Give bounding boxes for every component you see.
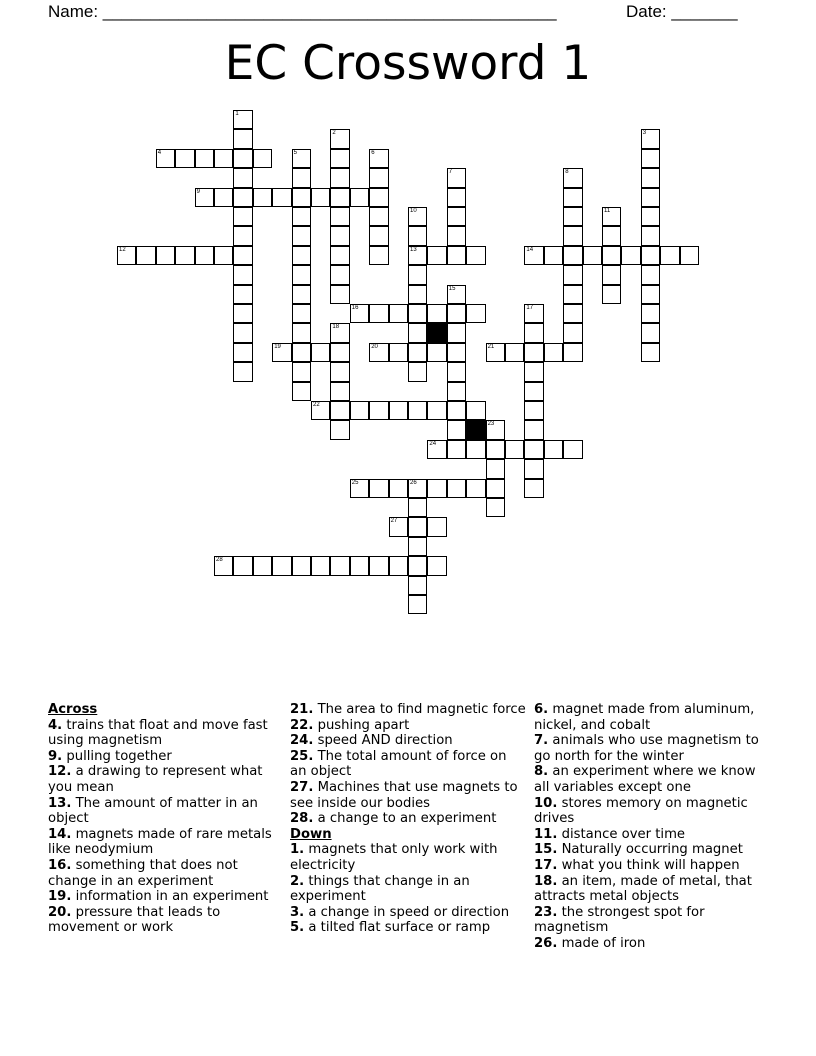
grid-cell[interactable] <box>389 479 408 498</box>
grid-cell[interactable] <box>233 246 252 265</box>
grid-cell[interactable] <box>466 401 485 420</box>
clue-item: 14. magnets made of rare metals like neodymium <box>48 826 272 858</box>
grid-cell[interactable] <box>292 168 311 187</box>
clue-item: 7. animals who use magnetism to go north for the winter <box>534 733 759 764</box>
grid-cell[interactable] <box>369 188 388 207</box>
grid-cell[interactable] <box>641 149 660 168</box>
grid-cell[interactable] <box>466 440 485 459</box>
grid-cell[interactable] <box>233 188 252 207</box>
grid-cell[interactable] <box>427 401 446 420</box>
grid-cell[interactable] <box>195 246 214 265</box>
grid-cell[interactable] <box>350 188 369 207</box>
grid-cell[interactable] <box>311 401 330 420</box>
grid-cell[interactable] <box>447 440 466 459</box>
clue-number: 24. <box>290 733 314 749</box>
grid-cell[interactable] <box>292 265 311 284</box>
clue-number: 17. <box>534 857 558 873</box>
grid-cell[interactable] <box>486 420 505 439</box>
cell-number: 13 <box>410 246 417 253</box>
grid-cell[interactable] <box>447 285 466 304</box>
black-cell <box>466 420 485 439</box>
grid-cell[interactable] <box>641 188 660 207</box>
clue-number: 20. <box>48 904 72 920</box>
grid-cell[interactable] <box>408 226 427 245</box>
grid-cell[interactable] <box>408 498 427 517</box>
clue-number: 14. <box>48 826 72 842</box>
grid-cell[interactable] <box>156 246 175 265</box>
grid-cell[interactable] <box>330 343 349 362</box>
grid-cell[interactable] <box>389 304 408 323</box>
grid-cell[interactable] <box>330 285 349 304</box>
clue-item: 23. the strongest spot for magnetism <box>534 904 705 936</box>
clue-item: 4. trains that float and move fast using magnetism <box>48 717 268 749</box>
grid-cell[interactable] <box>292 207 311 226</box>
clue-number: 10. <box>534 795 558 811</box>
cell-number: 8 <box>565 169 569 176</box>
grid-cell[interactable] <box>408 595 427 614</box>
grid-cell[interactable] <box>292 188 311 207</box>
grid-cell[interactable] <box>427 556 446 575</box>
grid-cell[interactable] <box>292 246 311 265</box>
grid-cell[interactable] <box>233 304 252 323</box>
grid-cell[interactable] <box>330 323 349 342</box>
grid-cell[interactable] <box>233 129 252 148</box>
across-heading: Across <box>48 702 98 717</box>
cell-number: 9 <box>196 188 200 195</box>
clue-number: 12. <box>48 764 72 780</box>
cell-number: 25 <box>351 479 359 486</box>
cell-number: 14 <box>526 246 534 253</box>
grid-cell[interactable] <box>563 304 582 323</box>
grid-cell[interactable] <box>524 343 543 362</box>
clue-item: 22. pushing apart <box>290 717 410 733</box>
grid-cell[interactable] <box>524 382 543 401</box>
clue-number: 4. <box>48 717 63 733</box>
grid-cell[interactable] <box>253 556 272 575</box>
clue-number: 22. <box>290 717 314 733</box>
clue-item: 6. magnet made from aluminum, nickel, and cobalt <box>534 702 755 733</box>
grid-cell[interactable] <box>233 265 252 284</box>
cell-number: 19 <box>274 343 281 350</box>
cell-number: 24 <box>429 440 437 447</box>
grid-cell[interactable] <box>641 246 660 265</box>
grid-cell[interactable] <box>602 226 621 245</box>
grid-cell[interactable] <box>292 304 311 323</box>
clue-item: 24. speed AND direction <box>290 733 453 749</box>
grid-cell[interactable] <box>330 168 349 187</box>
grid-cell[interactable] <box>214 149 233 168</box>
grid-cell[interactable] <box>350 401 369 420</box>
grid-cell[interactable] <box>408 207 427 226</box>
grid-cell[interactable] <box>544 343 563 362</box>
grid-cell[interactable] <box>369 401 388 420</box>
cell-number: 15 <box>448 285 456 292</box>
clue-item: 15. Naturally occurring magnet <box>534 842 743 858</box>
grid-cell[interactable] <box>602 265 621 284</box>
grid-cell[interactable] <box>641 265 660 284</box>
grid-cell[interactable] <box>447 420 466 439</box>
grid-cell[interactable] <box>466 479 485 498</box>
grid-cell[interactable] <box>524 362 543 381</box>
grid-cell[interactable] <box>641 323 660 342</box>
grid-cell[interactable] <box>447 168 466 187</box>
name-field[interactable]: Name: ________________________________________________ <box>48 2 557 21</box>
grid-cell[interactable] <box>447 343 466 362</box>
grid-cell[interactable] <box>408 362 427 381</box>
grid-cell[interactable] <box>330 207 349 226</box>
grid-cell[interactable] <box>117 246 136 265</box>
grid-cell[interactable] <box>641 207 660 226</box>
grid-cell[interactable] <box>195 149 214 168</box>
grid-cell[interactable] <box>292 362 311 381</box>
grid-cell[interactable] <box>563 168 582 187</box>
grid-cell[interactable] <box>641 285 660 304</box>
grid-cell[interactable] <box>563 188 582 207</box>
grid-cell[interactable] <box>408 556 427 575</box>
grid-cell[interactable] <box>408 304 427 323</box>
grid-cell[interactable] <box>621 246 640 265</box>
grid-cell[interactable] <box>292 285 311 304</box>
clue-number: 9. <box>48 748 63 764</box>
grid-cell[interactable] <box>330 149 349 168</box>
grid-cell[interactable] <box>369 556 388 575</box>
cell-number: 1 <box>235 111 239 117</box>
grid-cell[interactable] <box>447 479 466 498</box>
grid-cell[interactable] <box>563 323 582 342</box>
clue-number: 7. <box>534 733 549 749</box>
grid-cell[interactable] <box>408 479 427 498</box>
clue-number: 18. <box>534 873 558 889</box>
grid-cell[interactable] <box>175 149 194 168</box>
grid-cell[interactable] <box>447 362 466 381</box>
clue-item: 5. a tilted flat surface or ramp <box>290 920 491 936</box>
grid-cell[interactable] <box>369 246 388 265</box>
grid-cell[interactable] <box>486 479 505 498</box>
grid-cell[interactable] <box>447 188 466 207</box>
grid-cell[interactable] <box>641 304 660 323</box>
grid-cell[interactable] <box>524 323 543 342</box>
grid-cell[interactable] <box>505 440 524 459</box>
grid-cell[interactable] <box>253 149 272 168</box>
grid-cell[interactable] <box>389 556 408 575</box>
grid-cell[interactable] <box>466 246 485 265</box>
grid-cell[interactable] <box>563 265 582 284</box>
grid-cell[interactable] <box>447 304 466 323</box>
clue-item: 13. The amount of matter in an object <box>48 795 258 827</box>
grid-cell[interactable] <box>292 149 311 168</box>
grid-cell[interactable] <box>330 556 349 575</box>
grid-cell[interactable] <box>641 343 660 362</box>
grid-cell[interactable] <box>233 110 252 129</box>
grid-cell[interactable] <box>408 517 427 536</box>
grid-cell[interactable] <box>427 304 446 323</box>
grid-cell[interactable] <box>292 323 311 342</box>
grid-cell[interactable] <box>447 226 466 245</box>
grid-cell[interactable] <box>524 440 543 459</box>
clue-item: 12. a drawing to represent what you mean <box>48 764 263 795</box>
grid-cell[interactable] <box>350 479 369 498</box>
clue-number: 13. <box>48 795 72 811</box>
grid-cell[interactable] <box>427 246 446 265</box>
cell-number: 12 <box>119 246 126 253</box>
grid-cell[interactable] <box>311 188 330 207</box>
cell-number: 27 <box>390 518 398 525</box>
grid-cell[interactable] <box>447 382 466 401</box>
crossword-grid <box>117 110 699 615</box>
grid-cell[interactable] <box>563 246 582 265</box>
grid-cell[interactable] <box>602 207 621 226</box>
clue-item: 26. made of iron <box>534 935 646 951</box>
grid-cell[interactable] <box>486 440 505 459</box>
grid-cell[interactable] <box>408 576 427 595</box>
grid-cell[interactable] <box>563 226 582 245</box>
grid-cell[interactable] <box>408 323 427 342</box>
grid-cell[interactable] <box>427 517 446 536</box>
clue-item: 10. stores memory on magnetic drives <box>534 795 748 827</box>
grid-cell[interactable] <box>602 285 621 304</box>
clues-column-2 <box>290 702 526 936</box>
clue-number: 15. <box>534 842 558 858</box>
grid-cell[interactable] <box>408 265 427 284</box>
cell-number: 16 <box>351 305 359 311</box>
date-field[interactable]: Date: _______ <box>626 2 738 21</box>
grid-cell[interactable] <box>524 420 543 439</box>
cell-number: 10 <box>410 208 417 214</box>
clue-item: 19. information in an experiment <box>48 889 269 905</box>
clue-item: 11. distance over time <box>534 826 686 842</box>
grid-cell[interactable] <box>563 285 582 304</box>
clue-item: 18. an item, made of metal, that attracts metal objects <box>534 873 752 905</box>
down-heading: Down <box>290 826 332 842</box>
grid-cell[interactable] <box>563 343 582 362</box>
grid-cell[interactable] <box>175 246 194 265</box>
cell-number: 11 <box>604 208 611 214</box>
clue-number: 28. <box>290 811 314 827</box>
clue-number: 8. <box>534 764 549 780</box>
cell-number: 23 <box>487 421 495 428</box>
grid-cell[interactable] <box>524 479 543 498</box>
grid-cell[interactable] <box>505 343 524 362</box>
clue-item: 27. Machines that use magnets to see inside our bodies <box>290 779 518 811</box>
grid-cell[interactable] <box>330 129 349 148</box>
grid-cell[interactable] <box>330 226 349 245</box>
clue-item: 8. an experiment where we know all variables except one <box>534 764 756 795</box>
grid-cell[interactable] <box>427 479 446 498</box>
cell-number: 20 <box>371 343 378 350</box>
clue-item: 3. a change in speed or direction <box>290 904 510 920</box>
grid-cell[interactable] <box>447 401 466 420</box>
grid-cell[interactable] <box>486 343 505 362</box>
grid-cell[interactable] <box>408 537 427 556</box>
grid-cell[interactable] <box>156 149 175 168</box>
grid-cell[interactable] <box>544 440 563 459</box>
clue-number: 3. <box>290 904 305 920</box>
grid-cell[interactable] <box>233 149 252 168</box>
grid-cell[interactable] <box>272 188 291 207</box>
clue-item: 2. things that change in an experiment <box>290 873 470 905</box>
grid-cell[interactable] <box>408 285 427 304</box>
grid-cell[interactable] <box>641 226 660 245</box>
grid-cell[interactable] <box>272 556 291 575</box>
clue-item: 28. a change to an experiment <box>290 811 497 827</box>
grid-cell[interactable] <box>136 246 155 265</box>
grid-cell[interactable] <box>330 246 349 265</box>
grid-cell[interactable] <box>369 343 388 362</box>
grid-cell[interactable] <box>292 343 311 362</box>
grid-cell[interactable] <box>602 246 621 265</box>
cell-number: 4 <box>157 149 162 156</box>
grid-cell[interactable] <box>389 401 408 420</box>
grid-cell[interactable] <box>195 188 214 207</box>
grid-cell[interactable] <box>311 343 330 362</box>
clue-number: 27. <box>290 779 314 795</box>
clues-column-3 <box>534 702 770 952</box>
grid-cell[interactable] <box>680 246 699 265</box>
grid-cell[interactable] <box>563 440 582 459</box>
clue-number: 16. <box>48 857 72 873</box>
grid-cell[interactable] <box>447 246 466 265</box>
grid-cell[interactable] <box>233 323 252 342</box>
cell-number: 3 <box>642 130 647 137</box>
grid-cell[interactable] <box>447 323 466 342</box>
grid-cell[interactable] <box>524 304 543 323</box>
cell-number: 22 <box>313 402 320 408</box>
grid-cell[interactable] <box>369 479 388 498</box>
grid-cell[interactable] <box>524 459 543 478</box>
grid-cell[interactable] <box>408 246 427 265</box>
clue-number: 1. <box>290 842 305 858</box>
black-cell <box>427 323 446 342</box>
page-title: EC Crossword 1 <box>224 36 592 91</box>
grid-cell[interactable] <box>233 362 252 381</box>
grid-cell[interactable] <box>544 246 563 265</box>
clue-number: 19. <box>48 889 72 905</box>
clue-number: 2. <box>290 873 305 889</box>
grid-cell[interactable] <box>408 401 427 420</box>
grid-cell[interactable] <box>369 207 388 226</box>
grid-cell[interactable] <box>292 556 311 575</box>
clue-item: 17. what you think will happen <box>534 857 740 873</box>
grid-cell[interactable] <box>253 188 272 207</box>
grid-cell[interactable] <box>214 188 233 207</box>
clue-item: 1. magnets that only work with electricity <box>290 842 498 873</box>
grid-cell[interactable] <box>233 207 252 226</box>
grid-cell[interactable] <box>350 304 369 323</box>
grid-cell[interactable] <box>233 226 252 245</box>
grid-cell[interactable] <box>330 265 349 284</box>
grid-cell[interactable] <box>563 207 582 226</box>
grid-cell[interactable] <box>214 556 233 575</box>
clue-number: 26. <box>534 935 558 951</box>
clue-item: 25. The total amount of force on an object <box>290 748 507 780</box>
clues-column-1 <box>48 702 284 936</box>
cell-number: 18 <box>332 324 340 331</box>
grid-cell[interactable] <box>486 459 505 478</box>
clue-item: 20. pressure that leads to movement or work <box>48 904 221 936</box>
grid-cell[interactable] <box>427 440 446 459</box>
grid-cell[interactable] <box>311 556 330 575</box>
grid-cell[interactable] <box>350 556 369 575</box>
grid-cell[interactable] <box>330 362 349 381</box>
grid-cell[interactable] <box>524 401 543 420</box>
grid-cell[interactable] <box>214 246 233 265</box>
grid-cell[interactable] <box>369 168 388 187</box>
grid-cell[interactable] <box>641 168 660 187</box>
grid-cell[interactable] <box>330 188 349 207</box>
cell-number: 7 <box>448 169 453 176</box>
clue-item: 16. something that does not change in an experiment <box>48 857 238 889</box>
clue-number: 6. <box>534 702 549 717</box>
grid-cell[interactable] <box>292 382 311 401</box>
grid-cell[interactable] <box>292 226 311 245</box>
grid-cell[interactable] <box>524 246 543 265</box>
grid-cell[interactable] <box>660 246 679 265</box>
grid-cell[interactable] <box>389 517 408 536</box>
grid-cell[interactable] <box>447 207 466 226</box>
grid-cell[interactable] <box>583 246 602 265</box>
grid-cell[interactable] <box>486 498 505 517</box>
grid-cell[interactable] <box>272 343 291 362</box>
grid-cell[interactable] <box>427 343 446 362</box>
grid-cell[interactable] <box>389 343 408 362</box>
grid-cell[interactable] <box>233 168 252 187</box>
clue-number: 25. <box>290 748 314 764</box>
grid-cell[interactable] <box>369 304 388 323</box>
grid-cell[interactable] <box>233 556 252 575</box>
clue-number: 23. <box>534 904 558 920</box>
grid-cell[interactable] <box>369 149 388 168</box>
cell-number: 26 <box>410 479 417 486</box>
cell-number: 2 <box>332 130 336 137</box>
grid-cell[interactable] <box>233 285 252 304</box>
cell-number: 28 <box>216 557 223 564</box>
grid-cell[interactable] <box>233 343 252 362</box>
clue-item: 21. The area to find magnetic force <box>290 702 526 717</box>
cell-number: 5 <box>293 149 297 156</box>
grid-cell[interactable] <box>641 129 660 148</box>
clue-item: 9. pulling together <box>48 748 172 764</box>
clue-number: 11. <box>534 826 558 842</box>
grid-cell[interactable] <box>408 343 427 362</box>
grid-cell[interactable] <box>369 226 388 245</box>
grid-cell[interactable] <box>466 304 485 323</box>
clue-number: 21. <box>290 702 314 717</box>
grid-cell[interactable] <box>330 420 349 439</box>
cell-number: 6 <box>371 149 375 156</box>
grid-cell[interactable] <box>330 382 349 401</box>
clue-number: 5. <box>290 920 305 936</box>
grid-cell[interactable] <box>330 401 349 420</box>
cell-number: 17 <box>526 305 534 311</box>
cell-number: 21 <box>487 343 495 350</box>
